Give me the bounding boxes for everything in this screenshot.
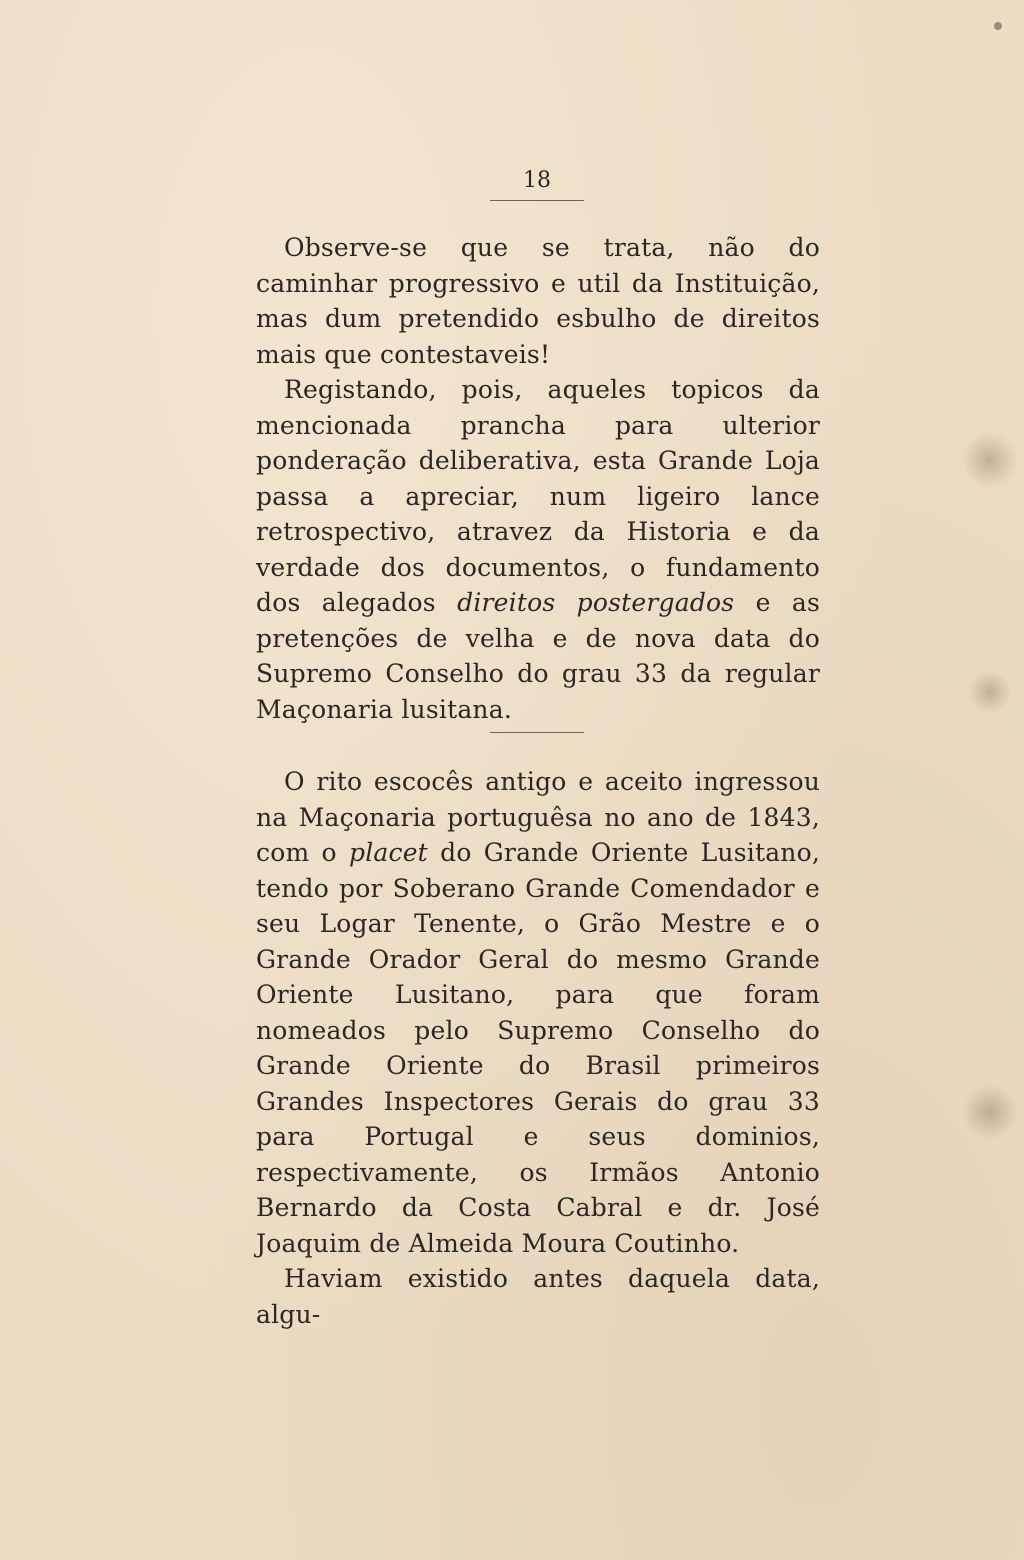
paragraph-text: O rito escocês antigo e aceito ingressou na Maçonaria portuguêsa no ano de 1843, com o	[256, 767, 820, 867]
text-section-top	[256, 230, 820, 727]
paragraph-text: e as pretenções de velha e de nova data do Supremo Conselho do grau 33 da regular Maçonaria lusitana.	[256, 588, 820, 724]
text-section-bottom	[256, 764, 820, 1332]
paragraph-text: do Grande Oriente Lusitano, tendo por Soberano Grande Comendador e seu Logar Tenente, o Grão Mestre e o Grande Orador Geral do mesmo Grande Oriente Lusitano, para que foram nomeados pelo Supremo Conselho do Grande Oriente do Brasil primeiros Grandes Inspectores Gerais do grau 33 para Portugal e seus dominios, respectivamente, os Irmãos Antonio Bernardo da Costa Cabral e dr. José Joaquim de Almeida Moura Coutinho.	[256, 838, 820, 1258]
italic-phrase: direitos postergados	[457, 588, 735, 617]
paper-stain	[962, 432, 1018, 488]
paper-speck	[994, 22, 1002, 30]
paragraph-text: Haviam existido antes daquela data, algu-	[256, 1264, 820, 1329]
page-number: 18	[490, 168, 584, 201]
section-divider	[490, 732, 584, 733]
paragraph-text: Registando, pois, aqueles topicos da mencionada prancha para ulterior ponderação deliberativa, esta Grande Loja passa a apreciar, num ligeiro lance retrospectivo, atravez da Historia e da verdade dos documentos, o fundamento dos alegados	[256, 375, 820, 617]
paragraph-text: Observe-se que se trata, não do caminhar progressivo e util da Instituição, mas dum pretendido esbulho de direitos mais que contestaveis!	[256, 233, 820, 369]
italic-phrase: placet	[348, 838, 428, 867]
paper-stain	[962, 1084, 1018, 1140]
paragraph	[256, 230, 820, 372]
paper-stain	[968, 670, 1012, 714]
paragraph	[256, 372, 820, 727]
paragraph	[256, 1261, 820, 1332]
paragraph	[256, 764, 820, 1261]
